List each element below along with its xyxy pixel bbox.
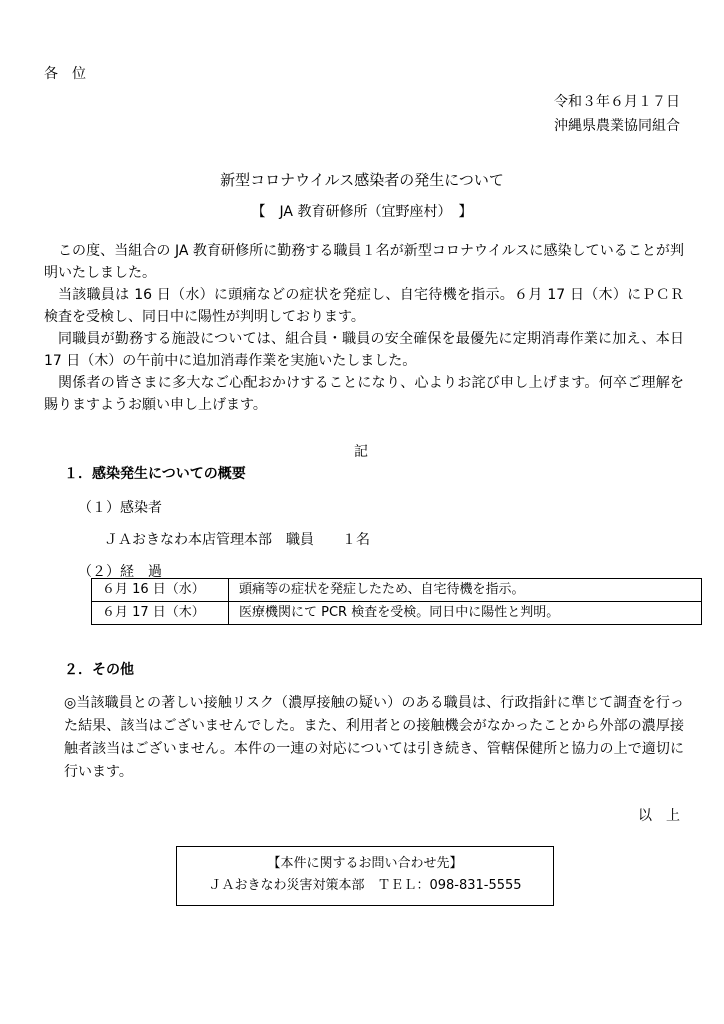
intro-section (44, 240, 684, 416)
table-row (92, 602, 702, 625)
event-date: ６月 17 日（木） (92, 602, 229, 625)
infected-label: （１）感染者 (78, 500, 162, 516)
issue-date: 令和３年６月１７日 (554, 94, 680, 110)
intro-paragraph: 同職員が勤務する施設については、組合員・職員の安全確保を最優先に定期消毒作業に加え、本日 17 日（木）の午前中に追加消毒作業を実施いたしました。 (44, 331, 684, 369)
contact-box (176, 846, 554, 906)
addressee: 各 位 (44, 66, 86, 82)
page-subtitle: 【 JA 教育研修所（宜野座村） 】 (251, 204, 473, 220)
event-description: 医療機関にて PCR 検査を受検。同日中に陽性と判明。 (229, 602, 702, 625)
infected-detail: ＪＡおきなわ本店管理本部 職員 １名 (104, 532, 370, 548)
page-title: 新型コロナウイルス感染者の発生について (220, 171, 504, 189)
contact-line: ＪＡおきなわ災害対策本部 ＴＥＬ：098-831-5555 (208, 878, 522, 893)
ki-mark: 記 (354, 444, 368, 460)
event-date: ６月 16 日（水） (92, 579, 229, 602)
section2-heading: ２．その他 (64, 662, 134, 678)
closing-mark: 以 上 (638, 808, 680, 824)
section1-heading: １．感染発生についての概要 (64, 466, 246, 482)
contact-heading: 【本件に関するお問い合わせ先】 (267, 856, 463, 871)
intro-paragraph: 関係者の皆さまに多大なご心配おかけすることになり、心よりお詫び申し上げます。何卒ご理解を賜りますようお願い申し上げます。 (44, 375, 684, 413)
table-row (92, 579, 702, 602)
intro-paragraph: 当該職員は 16 日（水）に頭痛などの症状を発症し、自宅待機を指示。６月 17 日（木）にＰＣＲ検査を受検し、同日中に陽性が判明しております。 (44, 287, 684, 325)
progress-label: （２）経 過 (78, 564, 162, 580)
organization-name: 沖縄県農業協同組合 (554, 118, 680, 134)
event-description: 頭痛等の症状を発症したため、自宅待機を指示。 (229, 579, 702, 602)
progress-table (91, 578, 702, 625)
section2-body: ◎当該職員との著しい接触リスク（濃厚接触の疑い）のある職員は、行政指針に準じて調査を行った結果、該当はございませんでした。また、利用者との接触機会がなかったことから外部の濃厚接触者該当はございません。本件の一連の対応については引き続き、管轄保健所と協力の上で適切に行います。 (64, 695, 684, 780)
intro-paragraph: この度、当組合の JA 教育研修所に勤務する職員１名が新型コロナウイルスに感染していることが判明いたしました。 (44, 243, 684, 281)
